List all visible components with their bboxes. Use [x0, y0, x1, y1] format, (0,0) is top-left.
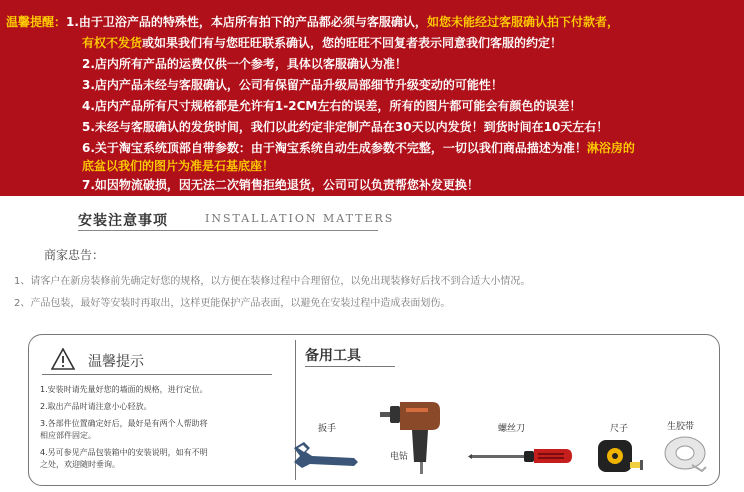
- tip-item-4-cont: 之处，欢迎随时垂询。: [40, 460, 120, 469]
- notice-line-3: 2.店内所有产品的运费仅供一个参考，具体以客服确认为准！: [82, 57, 407, 71]
- notice-banner: [0, 0, 744, 196]
- notice-line-2-highlight: 有权不发货: [82, 36, 143, 50]
- tool-label-tape-measure: 尺子: [610, 424, 629, 434]
- tool-label-wrench: 扳手: [318, 424, 337, 434]
- tips-rule: [42, 374, 272, 375]
- merchant-advice-item-1: 1、请客户在新房装修前先确定好您的规格，以方便在装修过程中合理留位，以免出现装修好后找不到合适大小情况。: [14, 276, 531, 287]
- notice-line-1-highlight: 如您未能经过客服确认拍下付款者，: [426, 15, 619, 29]
- warning-triangle-icon: [51, 348, 75, 370]
- tips-title: 温馨提示: [88, 354, 144, 370]
- section-title-en: INSTALLATION MATTERS: [205, 212, 395, 225]
- notice-line-1: [6, 14, 619, 30]
- tip-item-1: 1.安装时请先量好您的墙面的规格，进行定位。: [40, 385, 208, 394]
- tip-item-3-cont: 相应部件固定。: [40, 431, 96, 440]
- notice-line-8: 底盆以我们的图片为准是石基底座！: [82, 159, 275, 173]
- merchant-advice-item-2: 2、产品包装，最好等安装时再取出，这样更能保护产品表面，以避免在安装过程中造成表面划伤。: [14, 298, 451, 309]
- notice-line-2-text: 或如果我们有与您旺旺联系确认，您的旺旺不回复者表示同意我们客服的约定！: [142, 36, 563, 50]
- notice-line-4: 3.店内产品未经与客服确认，公司有保留产品升级局部细节升级变动的可能性！: [82, 78, 503, 92]
- tape-roll-icon: [662, 433, 708, 473]
- wrench-icon: [290, 438, 362, 472]
- tools-rule: [305, 366, 395, 367]
- notice-line-1-text: 1.由于卫浴产品的特殊性，本店所有拍下的产品都必须与客服确认，: [66, 15, 427, 29]
- notice-label: 温馨提醒：: [6, 15, 67, 29]
- tool-label-screwdriver: 螺丝刀: [498, 424, 526, 434]
- tip-item-3: 3.各部件位置确定好后，最好是有两个人帮助将: [40, 419, 208, 428]
- notice-line-7: [82, 140, 635, 156]
- tools-title: 备用工具: [305, 348, 361, 364]
- tip-item-4: 4.另可参见产品包装箱中的安装说明，如有不明: [40, 448, 208, 457]
- section-heading: [0, 203, 744, 233]
- notice-line-6: 5.未经与客服确认的发货时间，我们以此约定非定制产品在30天以内发货！到货时间在10天左右！: [82, 120, 609, 134]
- notice-line-5: 4.店内产品所有尺寸规格都是允许有1-2CM左右的误差，所有的图片都可能会有颜色的误差！: [82, 99, 582, 113]
- tape-measure-icon: [596, 436, 644, 476]
- tool-label-drill: 电钻: [390, 452, 409, 462]
- notice-line-9: 7.如因物流破损，因无法二次销售拒绝退货，公司可以负责帮您补发更换！: [82, 178, 479, 192]
- merchant-advice-title: 商家忠告：: [44, 248, 105, 262]
- section-heading-rule: [78, 230, 378, 231]
- notice-line-7-highlight: 淋浴房的: [586, 141, 635, 155]
- screwdriver-icon: [468, 444, 574, 468]
- notice-line-7-text: 6.关于淘宝系统顶部自带参数：由于淘宝系统自动生成参数不完整，一切以我们商品描述为准！: [82, 141, 587, 155]
- drill-icon: [378, 396, 444, 476]
- notice-line-2: [82, 35, 562, 51]
- tip-item-2: 2.取出产品时请注意小心轻放。: [40, 402, 152, 411]
- section-title-cn: 安装注意事项: [78, 213, 168, 229]
- tool-label-tape-roll: 生胶带: [667, 422, 695, 432]
